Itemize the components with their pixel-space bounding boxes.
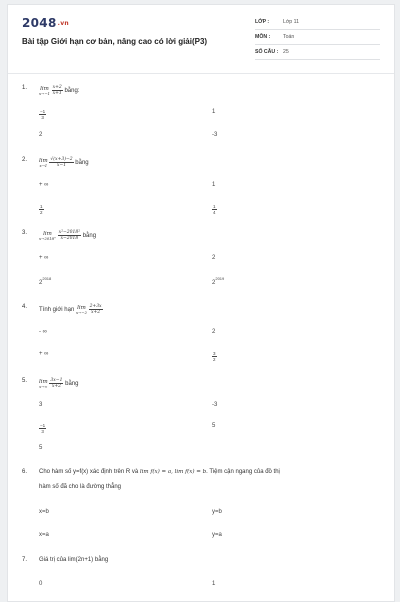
option-c[interactable]: + ∞	[39, 351, 49, 357]
option-b[interactable]: 1	[212, 109, 216, 115]
fraction-expression: $\frac{√(x+3)-2}{x-1}$	[50, 157, 73, 168]
limit-expression: lim x→2018⁺	[39, 230, 56, 241]
option-b[interactable]: -3	[212, 402, 218, 408]
option-c[interactable]: 2	[39, 132, 43, 138]
option-b[interactable]: y=b	[212, 509, 222, 515]
option-a[interactable]: 3	[39, 402, 43, 408]
option-c[interactable]: $2^{2018}$	[39, 276, 52, 286]
option-d[interactable]: -3	[212, 132, 218, 138]
option-d[interactable]: y=a	[212, 532, 222, 538]
site-logo[interactable]: 2048.vn	[22, 16, 69, 30]
option-a[interactable]: $\frac{-1}{3}$	[40, 109, 46, 120]
header-divider	[8, 73, 394, 74]
meta-subject: MÔN : Toán	[255, 32, 380, 45]
meta-class: LỚP : Lớp 11	[255, 17, 380, 30]
fraction-expression: $\frac{\text{x²−2018²}}{x-2018}$	[58, 230, 81, 241]
option-d[interactable]: $\frac{1}{4}$	[213, 204, 216, 215]
option-a[interactable]: x=b	[39, 509, 49, 515]
meta-question-count: SỐ CÂU : 25	[255, 47, 380, 60]
option-b[interactable]: 1	[212, 182, 216, 188]
option-c[interactable]: $\frac{1}{2}$	[40, 204, 43, 215]
fraction-expression: $\frac{3x-1}{x+2}$	[50, 378, 63, 389]
option-c[interactable]: x=a	[39, 532, 49, 538]
option-b[interactable]: 2	[212, 329, 216, 335]
option-a[interactable]: + ∞	[39, 255, 49, 261]
limit-expression: lim x→−2	[75, 304, 87, 315]
document-page: 2048.vn Bài tập Giới hạn cơ bản, nâng cao có lời giải(P3) LỚP : Lớp 11 MÔN : Toán SỐ CÂU : 25 1. lim x→−1 $\frac{x+2}{x+1}$ bằng: $\frac{-1}{3}$ 1 2 -3 2. lim x→1 $\frac{√(x+3)-2}{x-1}$ bằng + ∞ 1 $\frac{1}{2}$ $\frac{1}{4}$ 3. lim x→2018⁺ $\frac{\text{x²−2018²}}{x-2018}$ bằng + ∞ 2 $2^{2018}$ $2^{2019}$ 4. Tính giới hạn lim x→−2 $\frac{2+3x}{x+2}$ - ∞ 2 + ∞ $\frac{3}{2}$ 5. lim x→∞ $\frac{3x-1}{x+2}$ bằng 3 -3 $\frac{-1}{3}$ 5 5 6. Cho hàm số y=f(x) xác định trên R và lim f(x) = a, lim f(x) = b. Tiệm cận ngang của đồ thị hàm số đã cho là đường thẳng x=b y=b x=a y=a 7. Giá trị của lim(2n+1) bằng 0 1	[7, 4, 395, 602]
fraction-expression: $\frac{x+2}{x+1}$	[52, 85, 62, 96]
option-e[interactable]: 5	[39, 445, 43, 451]
fraction-expression: $\frac{2+3x}{x+2}$	[89, 304, 102, 315]
option-a[interactable]: - ∞	[39, 329, 47, 335]
limit-expression: lim x→∞	[39, 378, 48, 389]
limit-expression: lim x→1	[39, 157, 48, 168]
limit-expression: lim x→−1	[39, 85, 50, 96]
page-title: Bài tập Giới hạn cơ bản, nâng cao có lời giải(P3)	[22, 37, 208, 46]
option-c[interactable]: $\frac{-1}{3}$	[40, 423, 46, 434]
option-d[interactable]: $\frac{3}{2}$	[213, 351, 216, 362]
option-d[interactable]: 5	[212, 423, 216, 429]
option-a[interactable]: 0	[39, 581, 43, 587]
option-d[interactable]: $2^{2019}$	[212, 276, 225, 286]
option-b[interactable]: 2	[212, 255, 216, 261]
option-b[interactable]: 1	[212, 581, 216, 587]
page-header	[8, 5, 394, 69]
option-a[interactable]: + ∞	[39, 182, 49, 188]
